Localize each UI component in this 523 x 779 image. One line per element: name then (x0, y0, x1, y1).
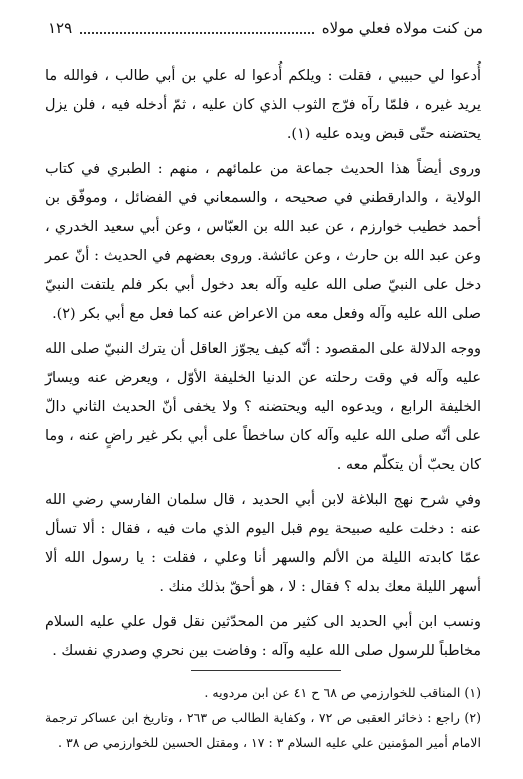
footnotes (45, 680, 481, 755)
running-head (48, 16, 483, 40)
body-text (45, 62, 481, 672)
running-title: من كنت مولاه فعلي مولاه (321, 19, 483, 37)
paragraph: ونسب ابن أبي الحديد الى كثير من المحدّثين نقل قول علي عليه السلام مخاطباً للرسول صلى الله عليه وآله : وفاضت بين نحري وصدري نفسك . (45, 614, 481, 659)
paragraph: وفي شرح نهج البلاغة لابن أبي الحديد ، قال سلمان الفارسي رضي الله عنه : دخلت عليه صبيحة يوم قبل اليوم الذي مات فيه ، فقال : ألا تسأل عمّا كابدته الليلة من الألم والسهر أنا وعلي ، فقلت : يا رسول الله ألا أسهر الليلة معك بدله ؟ فقال : لا ، هو أحقّ بذلك منك . (45, 492, 481, 595)
paragraph: أُدعوا لي حبيبي ، فقلت : ويلكم أُدعوا له علي بن أبي طالب ، فوالله ما يريد غيره ، فلمّا رآه فرّج الثوب الذي كان عليه ، ثمّ أدخله فيه ، فلن يزل يحتضنه حتّى قبض ويده عليه (١). (45, 68, 481, 142)
paragraph: وروى أيضاً هذا الحديث جماعة من علمائهم ، منهم : الطبري في كتاب الولاية ، والدارقطني في صحيحه ، والسمعاني في الفضائل ، وموفّق بن أحمد خطيب خوارزم ، عن عبد الله بن العبّاس ، وعن أبي سعيد الخدري ، وعن عبد الله بن حارث ، وعن عائشة. وروى بعضهم في الحديث : أنّ عمر دخل على النبيّ صلى الله عليه وآله بعد دخول أبي بكر فلم يلتفت النبيّ صلى الله عليه وآله وفعل معه من الاعراض عنه كما فعل مع أبي بكر (٢). (45, 161, 481, 322)
footnote: (٢) راجع : ذخائر العقبى ص ٧٢ ، وكفاية الطالب ص ٢٦٣ ، وتاريخ ابن عساكر ترجمة الامام أمير المؤمنين علي عليه السلام ٣ : ١٧ ، ومقتل الحسين للخوارزمي ص ٣٨ . (45, 710, 481, 750)
footnote-divider (191, 670, 341, 671)
page-number: ١٢٩ (48, 19, 73, 37)
paragraph: ووجه الدلالة على المقصود : أنّه كيف يجوّز العاقل أن يترك النبيّ صلى الله عليه وآله في وقت رحلته عن الدنيا الخليفة الأوّل ، ويعرض عنه ويسارّ الخليفة الرابع ، ويدعوه اليه ويحتضنه ؟ ولا يخفى أنّ الحديث الثاني دالّ على أنّه صلى الله عليه وآله كان ساخطاً على أبي بكر غير راضٍ عنه ، وما كان يحبّ أن يتكلّم معه . (45, 341, 481, 473)
footnote: (١) المناقب للخوارزمي ص ٦٨ ح ٤١ عن ابن مردويه . (204, 685, 481, 700)
leader-dots (80, 22, 314, 34)
